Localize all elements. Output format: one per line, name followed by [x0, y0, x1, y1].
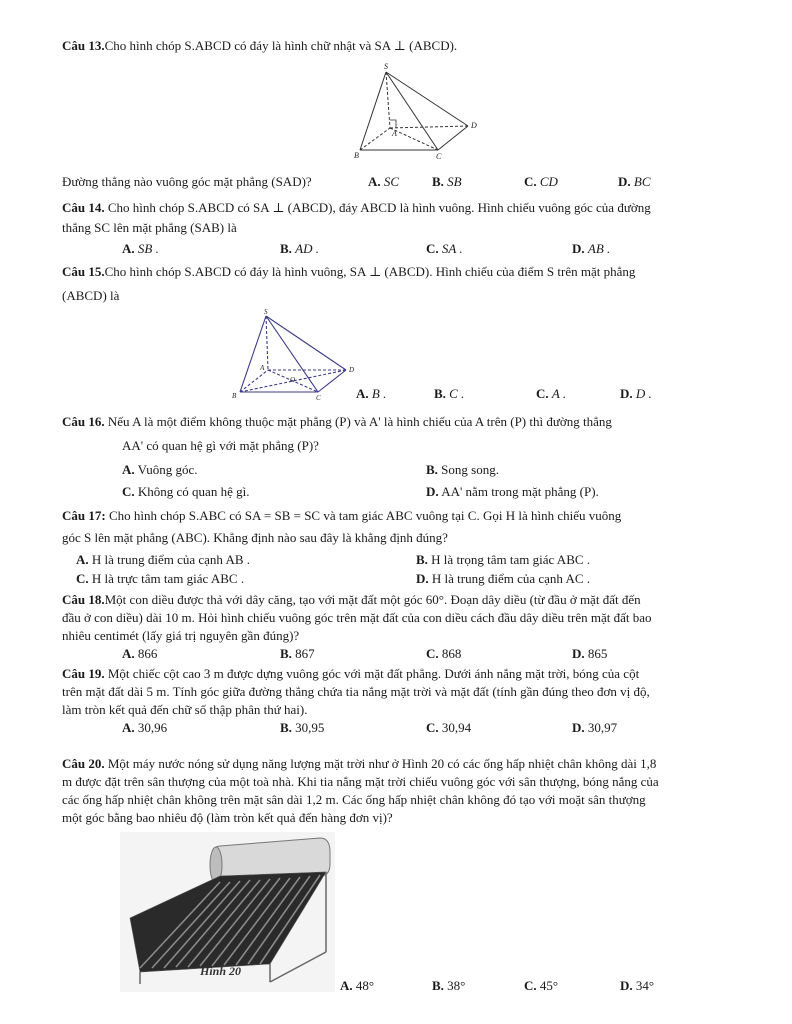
q18-option-c[interactable]: C. 868 [426, 646, 462, 661]
q16-option-a[interactable]: A. Vuông góc. [122, 462, 198, 477]
q15-line2: (ABCD) là [62, 288, 120, 303]
q15-fig-label-s: S [264, 308, 268, 316]
q17-line2: góc S lên mặt phẳng (ABC). Khẳng định nào sau đây là khẳng định đúng? [62, 530, 448, 545]
q15-pyramid-figure [228, 310, 358, 400]
q19-line3: làm tròn kết quả đến chữ số thập phân thứ hai). [62, 702, 308, 717]
q13-text: Cho hình chóp S.ABCD có đáy là hình chữ nhật và SA ⊥ (ABCD). [104, 38, 458, 53]
q17-option-d[interactable]: D. H là trung điểm của cạnh AC . [416, 571, 591, 586]
q13-option-a[interactable]: A. SC [368, 174, 400, 189]
q15-option-d[interactable]: D. D . [620, 386, 652, 401]
q14-line2: thẳng SC lên mặt phẳng (SAB) là [62, 220, 237, 235]
q18-line3: nhiêu centimét (lấy giá trị nguyên gần đúng)? [62, 628, 300, 643]
q20-line4: một góc bằng bao nhiêu độ (làm tròn kết quả đến hàng đơn vị)? [62, 810, 393, 825]
q15-option-c[interactable]: C. A . [536, 386, 567, 401]
q19-label: Câu 19. [62, 666, 105, 681]
q20-option-d[interactable]: D. 34° [620, 978, 655, 993]
q18-option-a[interactable]: A. 866 [122, 646, 158, 661]
q16-label: Câu 16. [62, 414, 105, 429]
q14-option-a[interactable]: A. SB . [122, 241, 159, 256]
q13-fig-label-a: A [392, 129, 397, 138]
q17-option-c[interactable]: C. H là trực tâm tam giác ABC . [76, 571, 245, 586]
q15-fig-label-d: D [349, 366, 355, 374]
q20-line1: Câu 20. Một máy nước nóng sử dụng năng lượng mặt trời như ở Hình 20 có các ống hấp nhiệt chân không dài 1,8 [62, 756, 657, 771]
q15-option-b[interactable]: B. C . [434, 386, 465, 401]
q13-fig-label-b: B [354, 151, 359, 160]
figure-20-caption: Hình 20 [200, 964, 242, 978]
q15-fig-label-b: B [232, 392, 237, 400]
q20-option-c[interactable]: C. 45° [524, 978, 559, 993]
q19-option-b[interactable]: B. 30,95 [280, 720, 325, 735]
q16-option-c[interactable]: C. Không có quan hệ gì. [122, 484, 250, 499]
q18-line2: đầu ở con diều) dài 10 m. Hỏi hình chiếu vuông góc trên mặt đất của con diều cách đầu dây diều trên mặt đất bao [62, 610, 652, 625]
q13-fig-label-c: C [436, 152, 442, 161]
q15-option-a[interactable]: A. B . [356, 386, 387, 401]
q19-option-a[interactable]: A. 30,96 [122, 720, 168, 735]
q16-option-d[interactable]: D. AA' nằm trong mặt phẳng (P). [426, 484, 599, 499]
q14-line1: Câu 14. Cho hình chóp S.ABCD có SA ⊥ (ABCD), đáy ABCD là hình vuông. Hình chiếu vuông góc của đường [62, 200, 651, 215]
q19-option-c[interactable]: C. 30,94 [426, 720, 472, 735]
q15-fig-label-o: O [290, 376, 296, 384]
q18-label: Câu 18. [62, 592, 105, 607]
q20-option-a[interactable]: A. 48° [340, 978, 375, 993]
q13-label: Câu 13. [62, 38, 105, 53]
q15-line1: Câu 15.Cho hình chóp S.ABCD có đáy là hình vuông, SA ⊥ (ABCD). Hình chiếu của điểm S trên mặt phẳng [62, 264, 636, 279]
q16-line2: AA' có quan hệ gì với mặt phẳng (P)? [122, 438, 319, 453]
q13-option-d[interactable]: D. BC [618, 174, 651, 189]
q17-option-a[interactable]: A. H là trung điểm của cạnh AB . [76, 552, 251, 567]
q17-line1: Câu 17: Cho hình chóp S.ABC có SA = SB = SC và tam giác ABC vuông tại C. Gọi H là hình chiếu vuông [62, 508, 622, 523]
q17-label: Câu 17: [62, 508, 106, 523]
q20-line3: các ống hấp nhiệt chân không trên mặt sân dài 1,2 m. Các ống hấp nhiệt chân không đó tạo với moặt sân thượng [62, 792, 646, 807]
q13-option-c[interactable]: C. CD [524, 174, 558, 189]
q14-label: Câu 14. [62, 200, 105, 215]
q15-fig-label-a: A [260, 364, 265, 372]
q20-option-b[interactable]: B. 38° [432, 978, 466, 993]
q20-label: Câu 20. [62, 756, 105, 771]
q13-stem [62, 38, 457, 54]
q16-line1: Câu 16. Nếu A là một điểm không thuộc mặt phẳng (P) và A' là hình chiếu của A trên (P) thì đường thẳng [62, 414, 612, 429]
q14-option-d[interactable]: D. AB . [572, 241, 611, 256]
q19-line2: trên mặt đất dài 5 m. Tính góc giữa đường thẳng chứa tia nắng mặt trời và mặt đất (tính gần đúng theo đơn vị độ, [62, 684, 650, 699]
q18-option-b[interactable]: B. 867 [280, 646, 315, 661]
q13-fig-label-d: D [471, 121, 477, 130]
q13-question: Đường thẳng nào vuông góc mặt phẳng (SAD)? [62, 174, 312, 189]
q18-option-d[interactable]: D. 865 [572, 646, 608, 661]
q19-option-d[interactable]: D. 30,97 [572, 720, 618, 735]
q20-line2: m được đặt trên sân thượng của một toà nhà. Khi tia nắng mặt trời chiếu vuông góc với sân thượng, bóng nắng của [62, 774, 659, 789]
q19-line1: Câu 19. Một chiếc cột cao 3 m được dựng vuông góc với mặt đất phẳng. Dưới ánh nắng mặt trời, bóng của cột [62, 666, 640, 681]
q13-pyramid-figure [350, 62, 480, 162]
q14-option-b[interactable]: B. AD . [280, 241, 320, 256]
q17-option-b[interactable]: B. H là trọng tâm tam giác ABC . [416, 552, 591, 567]
q13-option-b[interactable]: B. SB [432, 174, 462, 189]
q15-fig-label-c: C [316, 394, 321, 402]
q15-label: Câu 15. [62, 264, 105, 279]
q13-fig-label-s: S [384, 62, 388, 71]
q14-option-c[interactable]: C. SA . [426, 241, 463, 256]
q16-option-b[interactable]: B. Song song. [426, 462, 499, 477]
q18-line1: Câu 18.Một con diều được thả với dây căng, tạo với mặt đất một góc 60°. Đoạn dây diều (từ đầu ở mặt đất đến [62, 592, 641, 607]
